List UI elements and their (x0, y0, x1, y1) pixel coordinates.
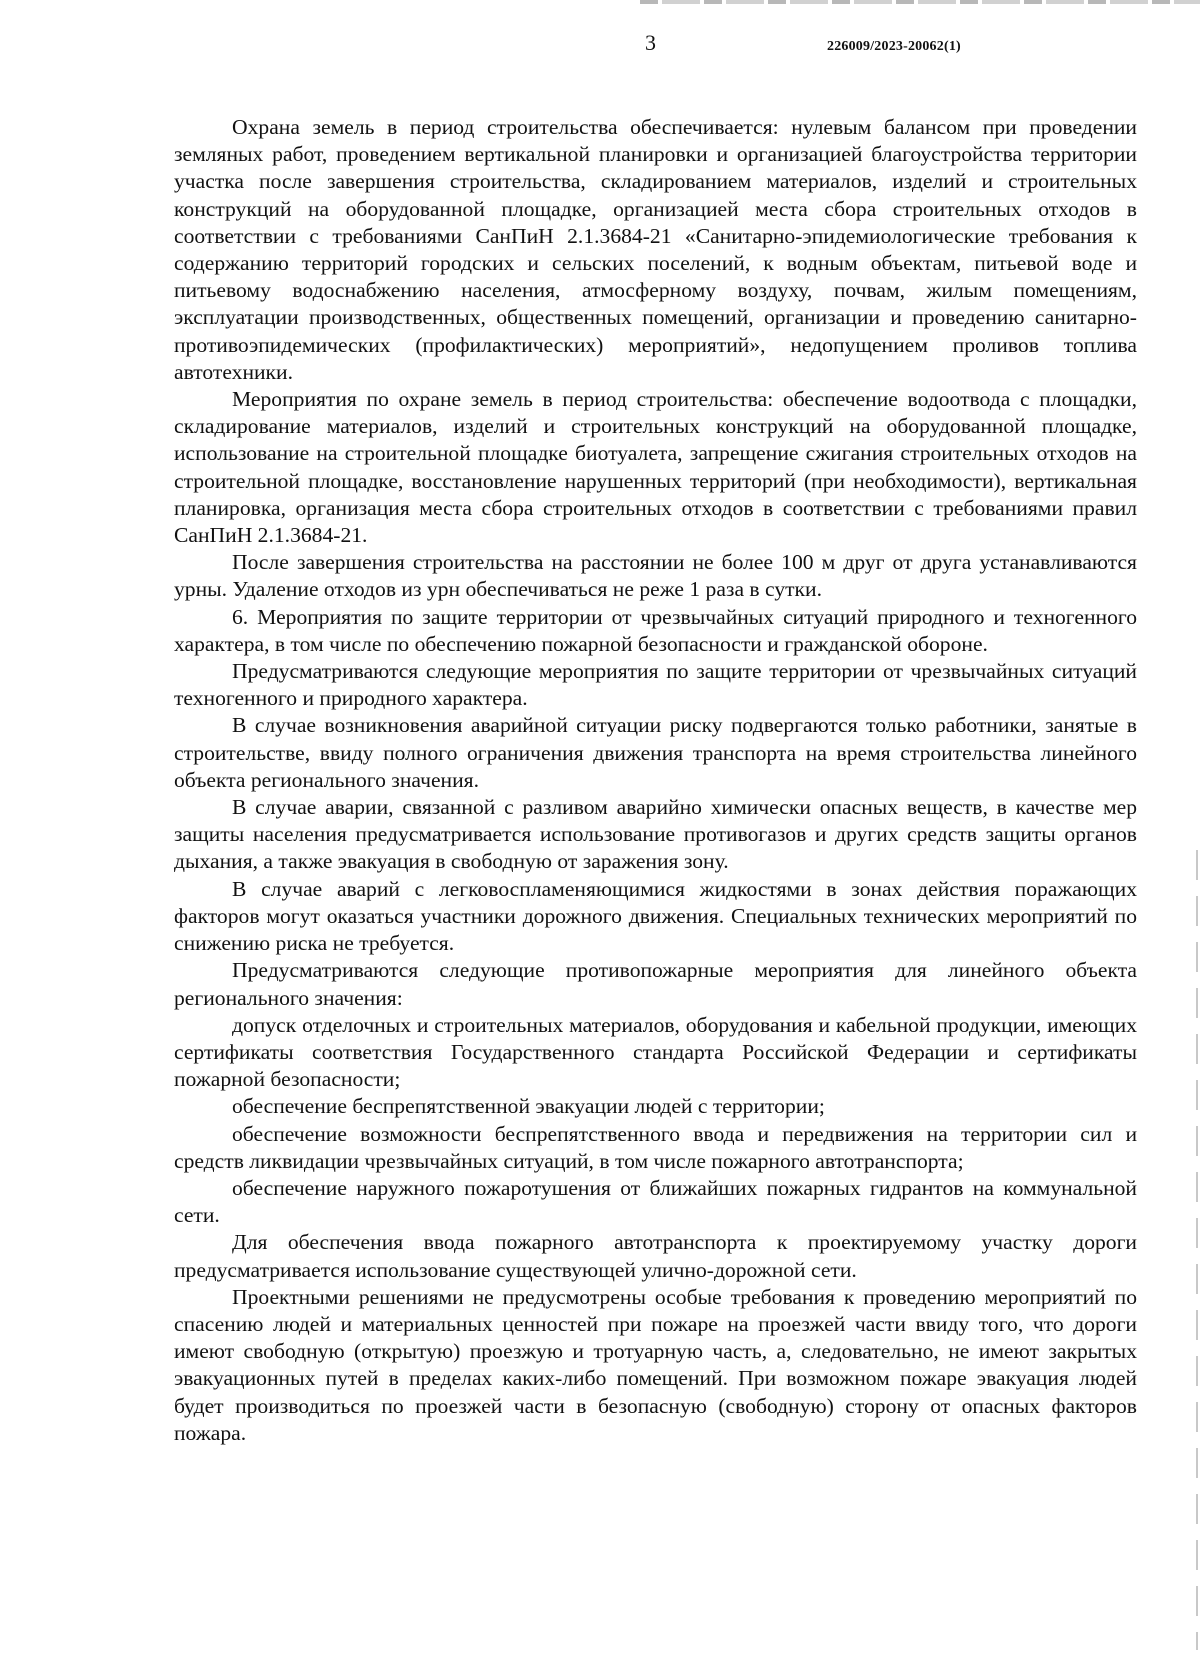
paragraph: Проектными решениями не предусмотрены особые требования к проведению мероприятий по спасению людей и материальных ценностей при пожаре на проезжей части ввиду того, что дороги имеют свободную (открытую) проезжую и тротуарную часть, а, следовательно, не имеют закрытых эвакуационных путей в пределах каких-либо помещений. При возможном пожаре эвакуация людей будет производиться по проезжей части в безопасную (свободную) сторону от опасных факторов пожара. (174, 1284, 1137, 1445)
paragraph: В случае аварий с легковоспламеняющимися жидкостями в зонах действия поражающих факторов могут оказаться участники дорожного движения. Специальных технических мероприятий по снижению риска не требуется. (174, 876, 1137, 956)
list-item: обеспечение возможности беспрепятственного ввода и передвижения на территории сил и средств ликвидации чрезвычайных ситуаций, в том числе пожарного автотранспорта; (174, 1121, 1137, 1173)
paragraph: Предусматриваются следующие противопожарные мероприятия для линейного объекта регионального значения: (174, 958, 1137, 1010)
list-item: обеспечение беспрепятственной эвакуации людей с территории; (232, 1094, 825, 1119)
paragraph: После завершения строительства на расстоянии не более 100 м друг от друга устанавливаются урны. Удаление отходов из урн обеспечиваться не реже 1 раза в сутки. (174, 550, 1137, 602)
paragraph: Охрана земель в период строительства обеспечивается: нулевым балансом при проведении земляных работ, проведением вертикальной планировки и организацией благоустройства территории участка после завершения строительства, складированием материалов, изделий и строительных конструкций на оборудованной площадке, организацией места сбора строительных отходов в соответствии с требованиями СанПиН 2.1.3684-21 «Санитарно-эпидемиологические требования к содержанию территорий городских и сельских поселений, к водным объектам, питьевой воде и питьевому водоснабжению населения, атмосферному воздуху, почвам, жилым помещениям, эксплуатации производственных, общественных помещений, организации и проведению санитарно-противоэпидемических (профилактических) мероприятий», недопущением проливов топлива автотехники. (174, 115, 1137, 384)
paragraph: Для обеспечения ввода пожарного автотранспорта к проектируемому участку дороги предусматривается использование существующей улично-дорожной сети. (174, 1230, 1137, 1282)
section-heading: 6. Мероприятия по защите территории от чрезвычайных ситуаций природного и техногенного характера, в том числе по обеспечению пожарной безопасности и гражданской обороне. (174, 604, 1137, 656)
scan-artifact-top (640, 0, 1200, 4)
scan-artifact-right-edge (1196, 850, 1198, 1650)
paragraph: В случае аварии, связанной с разливом аварийно химически опасных веществ, в качестве мер защиты населения предусматривается использование противогазов и других средств защиты органов дыхания, а также эвакуация в свободную от заражения зону. (174, 795, 1137, 874)
document-id: 226009/2023-20062(1) (827, 39, 961, 54)
document-body (174, 114, 1137, 1447)
paragraph: Мероприятия по охране земель в период строительства: обеспечение водоотвода с площадки, складирование материалов, изделий и строительных конструкций на оборудованной площадке, использование на строительной площадке биотуалета, запрещение сжигания строительных отходов на строительной площадке, восстановление нарушенных территорий (при необходимости), вертикальная планировка, организация места сбора строительных отходов в соответствии с требованиями правил СанПиН 2.1.3684-21. (174, 387, 1137, 548)
paragraph: В случае возникновения аварийной ситуации риску подвергаются только работники, занятые в строительстве, ввиду полного ограничения движения транспорта на время строительства линейного объекта регионального значения. (174, 713, 1137, 792)
paragraph: Предусматриваются следующие мероприятия по защите территории от чрезвычайных ситуаций техногенного и природного характера. (174, 659, 1137, 711)
list-item: обеспечение наружного пожаротушения от ближайших пожарных гидрантов на коммунальной сети. (174, 1175, 1137, 1228)
list-item: допуск отделочных и строительных материалов, оборудования и кабельной продукции, имеющих сертификаты соответствия Государственного стандарта Российской Федерации и сертификаты пожарной безопасности; (174, 1012, 1137, 1092)
page-number: 3 (645, 30, 656, 55)
